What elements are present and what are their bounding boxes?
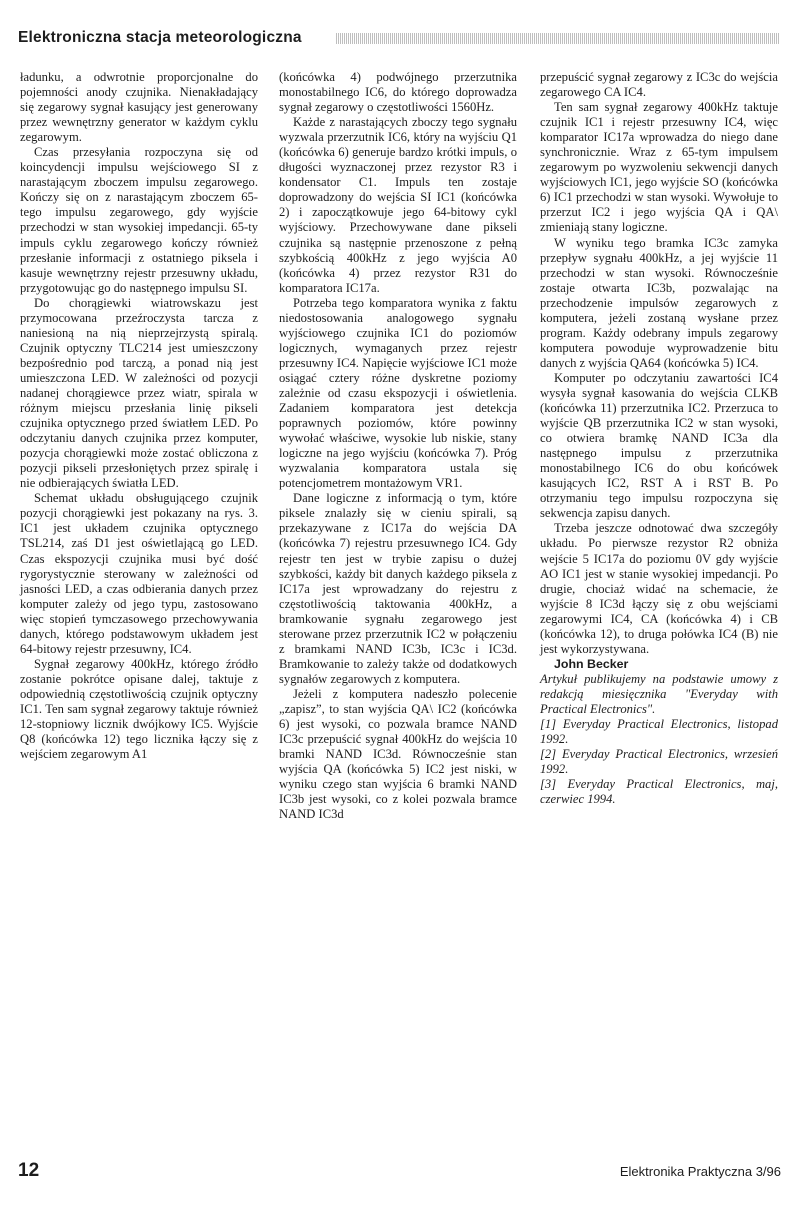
paragraph: Ten sam sygnał zegarowy 400kHz taktuje czujnik IC1 i rejestr przesuwny IC4, więc komparator IC17a wprowadza do niego dane synchronicznie. Wraz z 65-tym impulsem zegarowym po wyzwoleniu sekwencji danych wyjściowych IC1, jego wyjście SO (końcówka 6) IC1 przechodzi w stan wysoki. Wywołuje to przerzut IC2 i jego wyjścia QA i QA\ zmieniają stany logiczne. [540, 100, 778, 235]
paragraph: Schemat układu obsługującego czujnik pozycji chorągiewki jest pokazany na rys. 3. IC1 jest układem czujnika optycznego TSL214, zaś D1 jest oświetlającą go LED. Czas ekspozycji czujnika musi być dość rygorystycznie sterowany w zależności od jasności LED, a czas odbierania danych przez komputer zależy od jego typu, zastosowano więc stopień tymczasowego przechowywania danych, którego podstawowym układem jest 64-bitowy rejestr przesuwny, IC4. [20, 491, 258, 656]
paragraph: Potrzeba tego komparatora wynika z faktu niedostosowania analogowego sygnału wyjściowego czujnika IC1 do poziomów logicznych, wymaganych przez rejestr przesuwny IC4. Napięcie wyjściowe IC1 może osiągać cztery różne dyskretne poziomy zależnie od czasu ekspozycji i oświetlenia. Zadaniem komparatora jest detekcja poprawnych poziomów, które powinny wywołać właściwe, wysokie lub niskie, stany logiczne na jego wyjściu (końcówka 7). Próg wyzwalania komparatora ustala się potencjometrem montażowym VR1. [279, 295, 517, 491]
paragraph: (końcówka 4) podwójnego przerzutnika monostabilnego IC6, do którego doprowadza sygnał zegarowy o częstotliwości 1560Hz. [279, 70, 517, 115]
text-column-1 [20, 70, 258, 762]
paragraph: Każde z narastających zboczy tego sygnału wyzwala przerzutnik IC6, który na wyjściu Q1 (końcówka 6) generuje bardzo krótki impuls, o długości wyznaczonej przez rezystor R3 i kondensator C1. Impuls ten zostaje doprowadzony do wejścia SI IC1 (końcówka 2) i zapoczątkowuje jego 64-bitowy cykl wyjściowy. Przechowywane dane pikseli czujnika są następnie przenoszone z pełną szybkością 400kHz z jego wyjścia A0 (końcówka 4) przez rezystor R31 do komparatora IC17a. [279, 115, 517, 295]
paragraph: Sygnał zegarowy 400kHz, którego źródło zostanie pokrótce opisane dalej, taktuje z odpowiednią częstotliwością czujnik optyczny IC1. Ten sam sygnał zegarowy taktuje również 12-stopniowy licznik dwójkowy IC5. Wyjście Q8 (końcówka 12) tego licznika łączy się z wejściem zegarowym A1 [20, 656, 258, 762]
reference-item: [3] Everyday Practical Electronics, maj, czerwiec 1994. [540, 777, 778, 807]
magazine-issue: Elektronika Praktyczna 3/96 [619, 1164, 781, 1179]
paragraph: ładunku, a odwrotnie proporcjonalne do pojemności anody czujnika. Nienakładający się zegarowy sygnał kasujący jest generowany przez wewnętrzny generator w każdym cyklu zegarowym. [20, 70, 258, 145]
paragraph: Trzeba jeszcze odnotować dwa szczegóły układu. Po pierwsze rezystor R2 obniża wejście 5 IC17a do poziomu 0V gdy wyjście AO IC1 jest w stanie wysokiej impedancji. Po drugie, chociaż widać na schemacie, że wyjście 8 IC3d łączy się z obu wejściami zegarowymi IC4, CA (końcówka 4) i CB (końcówka 12), to druga połówka IC4 (B) nie jest wykorzystywana. [540, 521, 778, 656]
paragraph: Czas przesyłania rozpoczyna się od koincydencji impulsu wejściowego SI z narastającym zboczem impulsu zegarowego. Kończy się on z narastającym zboczem 65-tego impulsu zegarowego, gdy wyjście przechodzi w stan wysokiej impedancji. 65-ty impuls cyklu zegarowego kończy również przesłanie informacji z ostatniego piksela i kasuje wewnętrzny rejestr przesuwny układu, przygotowując go do następnego impulsu SI. [20, 145, 258, 295]
page-number: 12 [18, 1160, 40, 1181]
running-header [18, 29, 780, 51]
paragraph: Jeżeli z komputera nadeszło polecenie „zapisz”, to stan wyjścia QA\ IC2 (końcówka 6) jest wysoki, co pozwala bramce NAND IC3c przepuścić sygnał 400kHz do wejścia 10 bramki NAND IC3d. Równocześnie stan wyjścia QA (końcówka 5) IC2 jest niski, w wyniku czego stan wyjścia 6 bramki NAND IC3b jest wysoki, co z kolei pozwala bramce NAND IC3d [279, 686, 517, 822]
author-name: John Becker [554, 656, 629, 671]
paragraph: Komputer po odczytaniu zawartości IC4 wysyła sygnał kasowania do wejścia CLKB (końcówka 11) przerzutnika IC2. Przerzuca to wyjście QB przerzutnika IC2 w stan wysoki, co otwiera bramkę NAND IC3a dla następnego impulsu z przerzutnika monostabilnego IC6 do obu końcówek kasujących IC2, RST A i RST B. Po otrzymaniu tego impulsu rozpoczyna się sekwencja zapisu danych. [540, 370, 778, 521]
reference-item: [1] Everyday Practical Electronics, listopad 1992. [540, 717, 778, 747]
paragraph: Do chorągiewki wiatrowskazu jest przymocowana przeźroczysta tarcza z naniesioną na nią nieprzejrzystą spiralą. Czujnik optyczny TLC214 jest umieszczony bezpośrednio pod tarczą, a ponad nią jest umieszczona LED. W zależności od pozycji nadanej chorągiewce przez wiatr, spirala w różnym miejscu przesłania linię pikseli czujnika optycznego przed światłem LED. Po odczytaniu danych czujnika przez komputer, pozycja chorągiewki może zostać obliczona z pozycji pikseli przesłoniętych przez spiralę i nie odbierających światła LED. [20, 295, 258, 491]
paragraph: W wyniku tego bramka IC3c zamyka przepływ sygnału 400kHz, a jej wyjście 11 przechodzi w stan wysoki. Równocześnie zostaje otwarta IC3b, pozwalając na przechodzenie impulsów zegarowych z komputera, jeżeli zostaną wysłane przez program. Każdy odebrany impuls zegarowy komputera powoduje wyprowadzenie bitu danych z wyjścia QA64 (końcówka 5) IC4. [540, 235, 778, 370]
text-column-3 [540, 70, 778, 807]
text-column-2 [279, 70, 517, 822]
paragraph: Dane logiczne z informacją o tym, które piksele znalazły się w cieniu spirali, są przekazywane z IC17a do wejścia DA (końcówka 7) rejestru przesuwnego IC4. Gdy rejestr ten jest w trybie zapisu o dużej szybkości, każdy bit danych każdego piksela z IC17a jest wprowadzany do rejestru z częstotliwością taktowania 400kHz, a bramkowanie sygnału zegarowego jest sterowane przez przerzutnik IC2 w połączeniu z bramkami NAND IC3b, IC3c i IC3d. Bramkowanie to zależy także od dodatkowych sygnałów zegarowych z komputera. [279, 491, 517, 686]
article-title: Elektroniczna stacja meteorologiczna [18, 29, 308, 47]
reference-item: [2] Everyday Practical Electronics, wrzesień 1992. [540, 747, 778, 777]
paragraph: przepuścić sygnał zegarowy z IC3c do wejścia zegarowego CA IC4. [540, 70, 778, 100]
header-rule [336, 33, 780, 44]
publication-note: Artykuł publikujemy na podstawie umowy z redakcją miesięcznika "Everyday with Practical Electronics". [540, 671, 778, 716]
